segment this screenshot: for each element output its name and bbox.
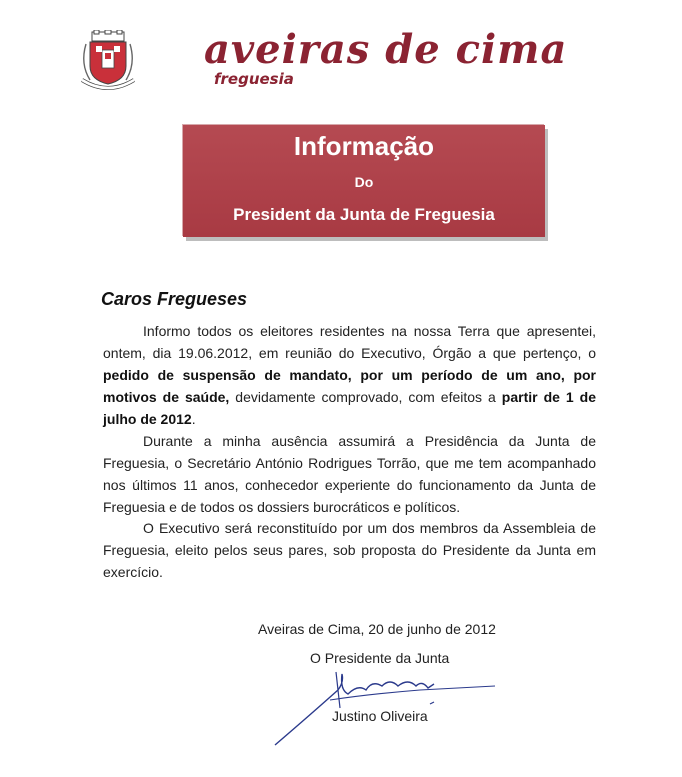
p1-text-3: .	[191, 411, 196, 427]
info-banner	[183, 125, 545, 237]
banner-title: Informação	[293, 131, 435, 161]
place-and-date: Aveiras de Cima, 20 de junho de 2012	[258, 621, 496, 637]
signatory-role: O Presidente da Junta	[310, 650, 450, 666]
paragraph-1	[103, 320, 596, 430]
paragraph-2: Durante a minha ausência assumirá a Presidência da Junta de Freguesia, o Secretário António Rodrigues Torrão, que me tem acompanhado nos últimos 11 anos, conhecedor experiente do funcionamento da Junta de Freguesia e de todos os dossiers burocráticos e políticos.	[103, 433, 596, 515]
signatory-name: Justino Oliveira	[332, 708, 428, 724]
paragraph-3: O Executivo será reconstituído por um dos membros da Assembleia de Freguesia, eleito pelos seus pares, sob proposta do Presidente da Junta em exercício.	[103, 520, 596, 580]
p1-text-1: Informo todos os eleitores residentes na nossa Terra que apresentei, ontem, dia 19.06.2012, em reunião do Executivo, Órgão a que pertenço, o	[103, 323, 596, 361]
salutation: Caros Fregueses	[101, 289, 248, 309]
p1-bold-1: pedido de suspensão de mandato, por um período de um ano, por motivos de saúde,	[103, 367, 596, 405]
p1-bold-2: partir de 1 de julho de 2012	[103, 389, 596, 427]
logo-subtitle: freguesia	[214, 70, 294, 88]
banner-subtitle: President da Junta de Freguesia	[233, 205, 495, 224]
handwritten-signature-icon	[270, 660, 500, 750]
coat-of-arms-icon	[78, 30, 138, 96]
logo-title: aveiras de cima	[204, 26, 568, 73]
p1-text-2: devidamente comprovado, com efeitos a	[229, 389, 502, 405]
banner-line-do: Do	[354, 174, 374, 190]
